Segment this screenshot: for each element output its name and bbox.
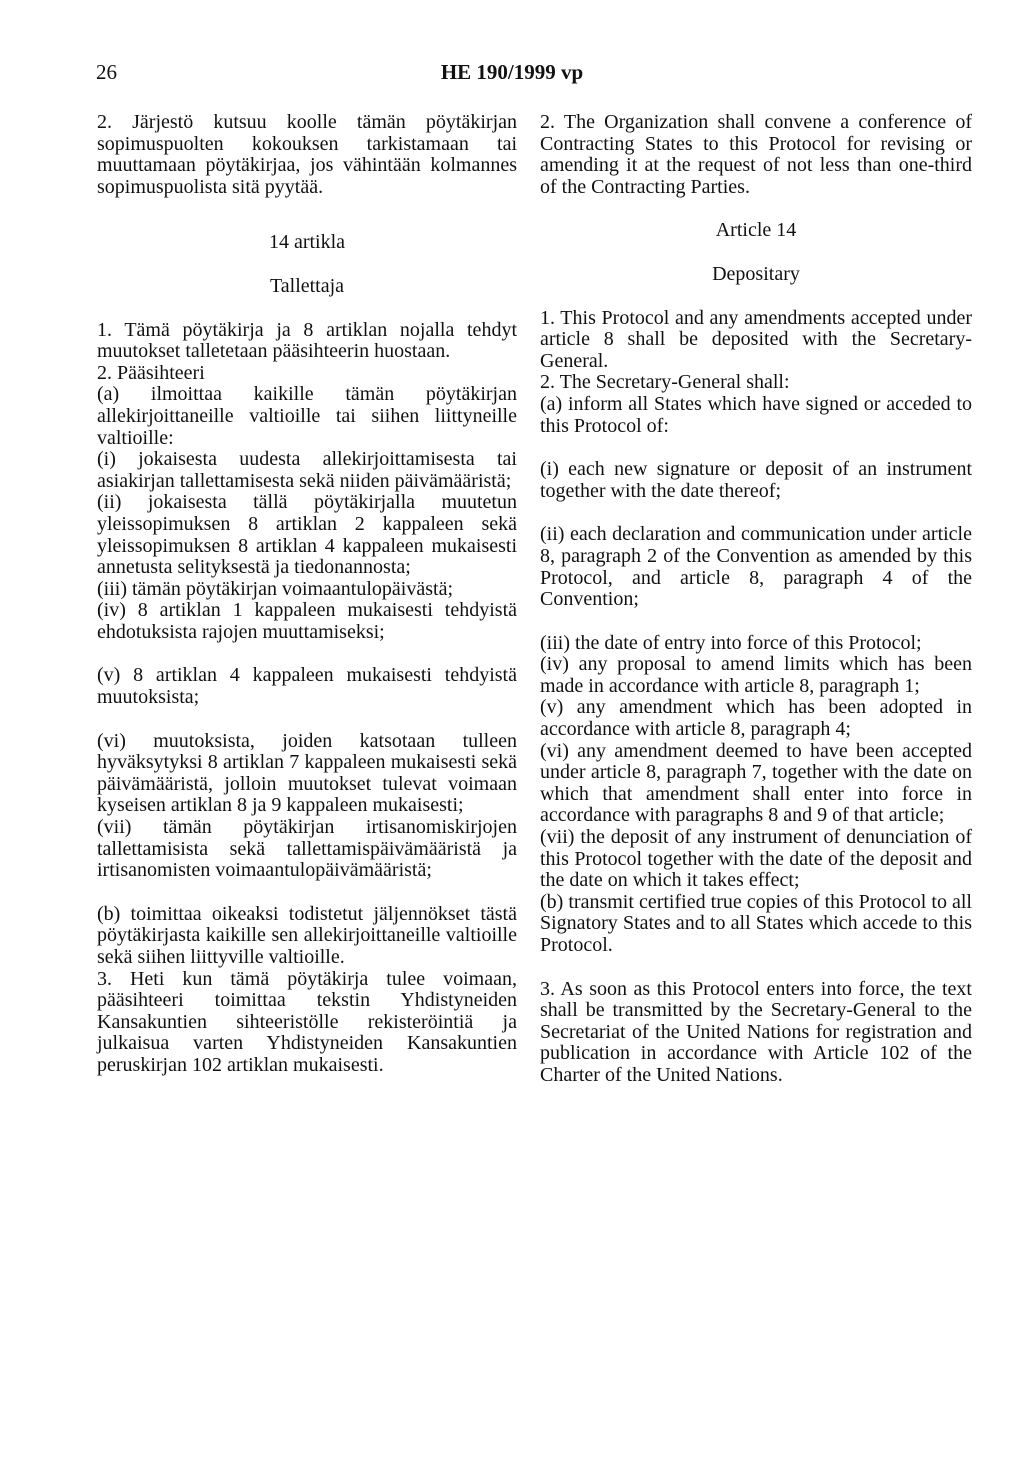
article-paragraph-2: 2. Pääsihteeri bbox=[97, 361, 205, 384]
item-iv: (iv) any proposal to amend limits which has been made in accordance with article 8, paragraph 1; bbox=[540, 653, 972, 697]
item-b: (b) transmit certified true copies of this Protocol to all Signatory States and to all States which accede to this Protocol. bbox=[540, 890, 972, 956]
running-head: HE 190/1999 vp bbox=[440, 60, 584, 84]
item-vi: (vi) any amendment deemed to have been accepted under article 8, paragraph 7, together with the date on which that amendment shall enter into force in accordance with paragraphs 8 and 9 of that article; bbox=[540, 739, 972, 827]
article-paragraph-2: 2. The Secretary-General shall: bbox=[540, 371, 790, 394]
item-v: (v) 8 artiklan 4 kappaleen mukaisesti tehdyistä muutoksista; bbox=[97, 664, 517, 709]
article-title: Tallettaja bbox=[269, 274, 345, 297]
item-i: (i) each new signature or deposit of an instrument together with the date thereof; bbox=[540, 458, 972, 502]
item-ii: (ii) jokaisesta tällä pöytäkirjalla muutetun yleissopimuksen 8 artiklan 2 kappaleen sekä yleissopimuksen 8 artiklan 4 kappaleen mukaisesti annetusta selityksestä ja tiedonannosta; bbox=[97, 491, 517, 579]
item-i: (i) jokaisesta uudesta allekirjoittamisesta tai asiakirjan tallettamisesta sekä niiden päivämääristä; bbox=[97, 448, 517, 492]
item-iii: (iii) the date of entry into force of this Protocol; bbox=[540, 631, 922, 654]
article-number: 14 artikla bbox=[268, 231, 346, 254]
item-vii: (vii) tämän pöytäkirjan irtisanomiskirjojen tallettamisista sekä tallettamispäivämääristä ja irtisanomisten voimaantulopäivämääristä; bbox=[97, 816, 517, 882]
item-v: (v) any amendment which has been adopted in accordance with article 8, paragraph 4; bbox=[540, 696, 972, 741]
article-paragraph-3: 3. As soon as this Protocol enters into force, the text shall be transmitted by the Secretary-General to the Secretariat of the United Nations for registration and publication in accordance with Article 102 of the Charter of the United Nations. bbox=[540, 977, 972, 1086]
page-number: 26 bbox=[96, 60, 117, 84]
item-iv: (iv) 8 artiklan 1 kappaleen mukaisesti tehdyistä ehdotuksista rajojen muuttamiseksi; bbox=[97, 599, 517, 643]
article-title: Depositary bbox=[712, 262, 800, 285]
article-paragraph-1: 1. This Protocol and any amendments accepted under article 8 shall be deposited with the Secretary-General. bbox=[540, 306, 972, 372]
item-iii: (iii) tämän pöytäkirjan voimaantulopäivästä; bbox=[97, 577, 454, 600]
item-b: (b) toimittaa oikeaksi todistetut jäljennökset tästä pöytäkirjasta kaikille sen allekirjoittaneille valtioille sekä siihen liittyville valtioille. bbox=[97, 902, 517, 968]
english-column bbox=[540, 112, 972, 1087]
article-paragraph-3: 3. Heti kun tämä pöytäkirja tulee voimaan, pääsihteeri toimittaa tekstin Yhdistyneiden Kansakuntien sihteeristölle rekisteröintiä ja julkaisua varten Yhdistyneiden Kansakuntien peruskirjan 102 artiklan mukaisesti. bbox=[97, 967, 517, 1076]
item-ii: (ii) each declaration and communication under article 8, paragraph 2 of the Convention as amended by this Protocol, and article 8, paragraph 4 of the Convention; bbox=[540, 523, 972, 611]
finnish-column bbox=[97, 112, 517, 1077]
item-vi: (vi) muutoksista, joiden katsotaan tulleen hyväksytyksi 8 artiklan 7 kappaleen mukaisesti sekä päivämääristä, jolloin muutokset tulevat voimaan kyseisen artiklan 8 ja 9 kappaleen mukaisesti; bbox=[97, 729, 517, 817]
item-a: (a) ilmoittaa kaikille tämän pöytäkirjan allekirjoittaneille valtioille tai siihen liittyneille valtioille: bbox=[97, 383, 517, 449]
article-number: Article 14 bbox=[715, 219, 797, 242]
paragraph-2: 2. Järjestö kutsuu koolle tämän pöytäkirjan sopimuspuolten kokouksen tarkistamaan tai muuttamaan pöytäkirjaa, jos vähintään kolmannes sopimuspuolista sitä pyytää. bbox=[97, 111, 517, 198]
article-paragraph-1: 1. Tämä pöytäkirja ja 8 artiklan nojalla tehdyt muutokset talletetaan pääsihteerin huostaan. bbox=[97, 318, 517, 363]
item-vii: (vii) the deposit of any instrument of denunciation of this Protocol together with the date of the deposit and the date on which it takes effect; bbox=[540, 826, 972, 892]
item-a: (a) inform all States which have signed or acceded to this Protocol of: bbox=[540, 392, 972, 437]
paragraph-2: 2. The Organization shall convene a conference of Contracting States to this Protocol for revising or amending it at the request of not less than one-third of the Contracting Parties. bbox=[540, 111, 972, 198]
